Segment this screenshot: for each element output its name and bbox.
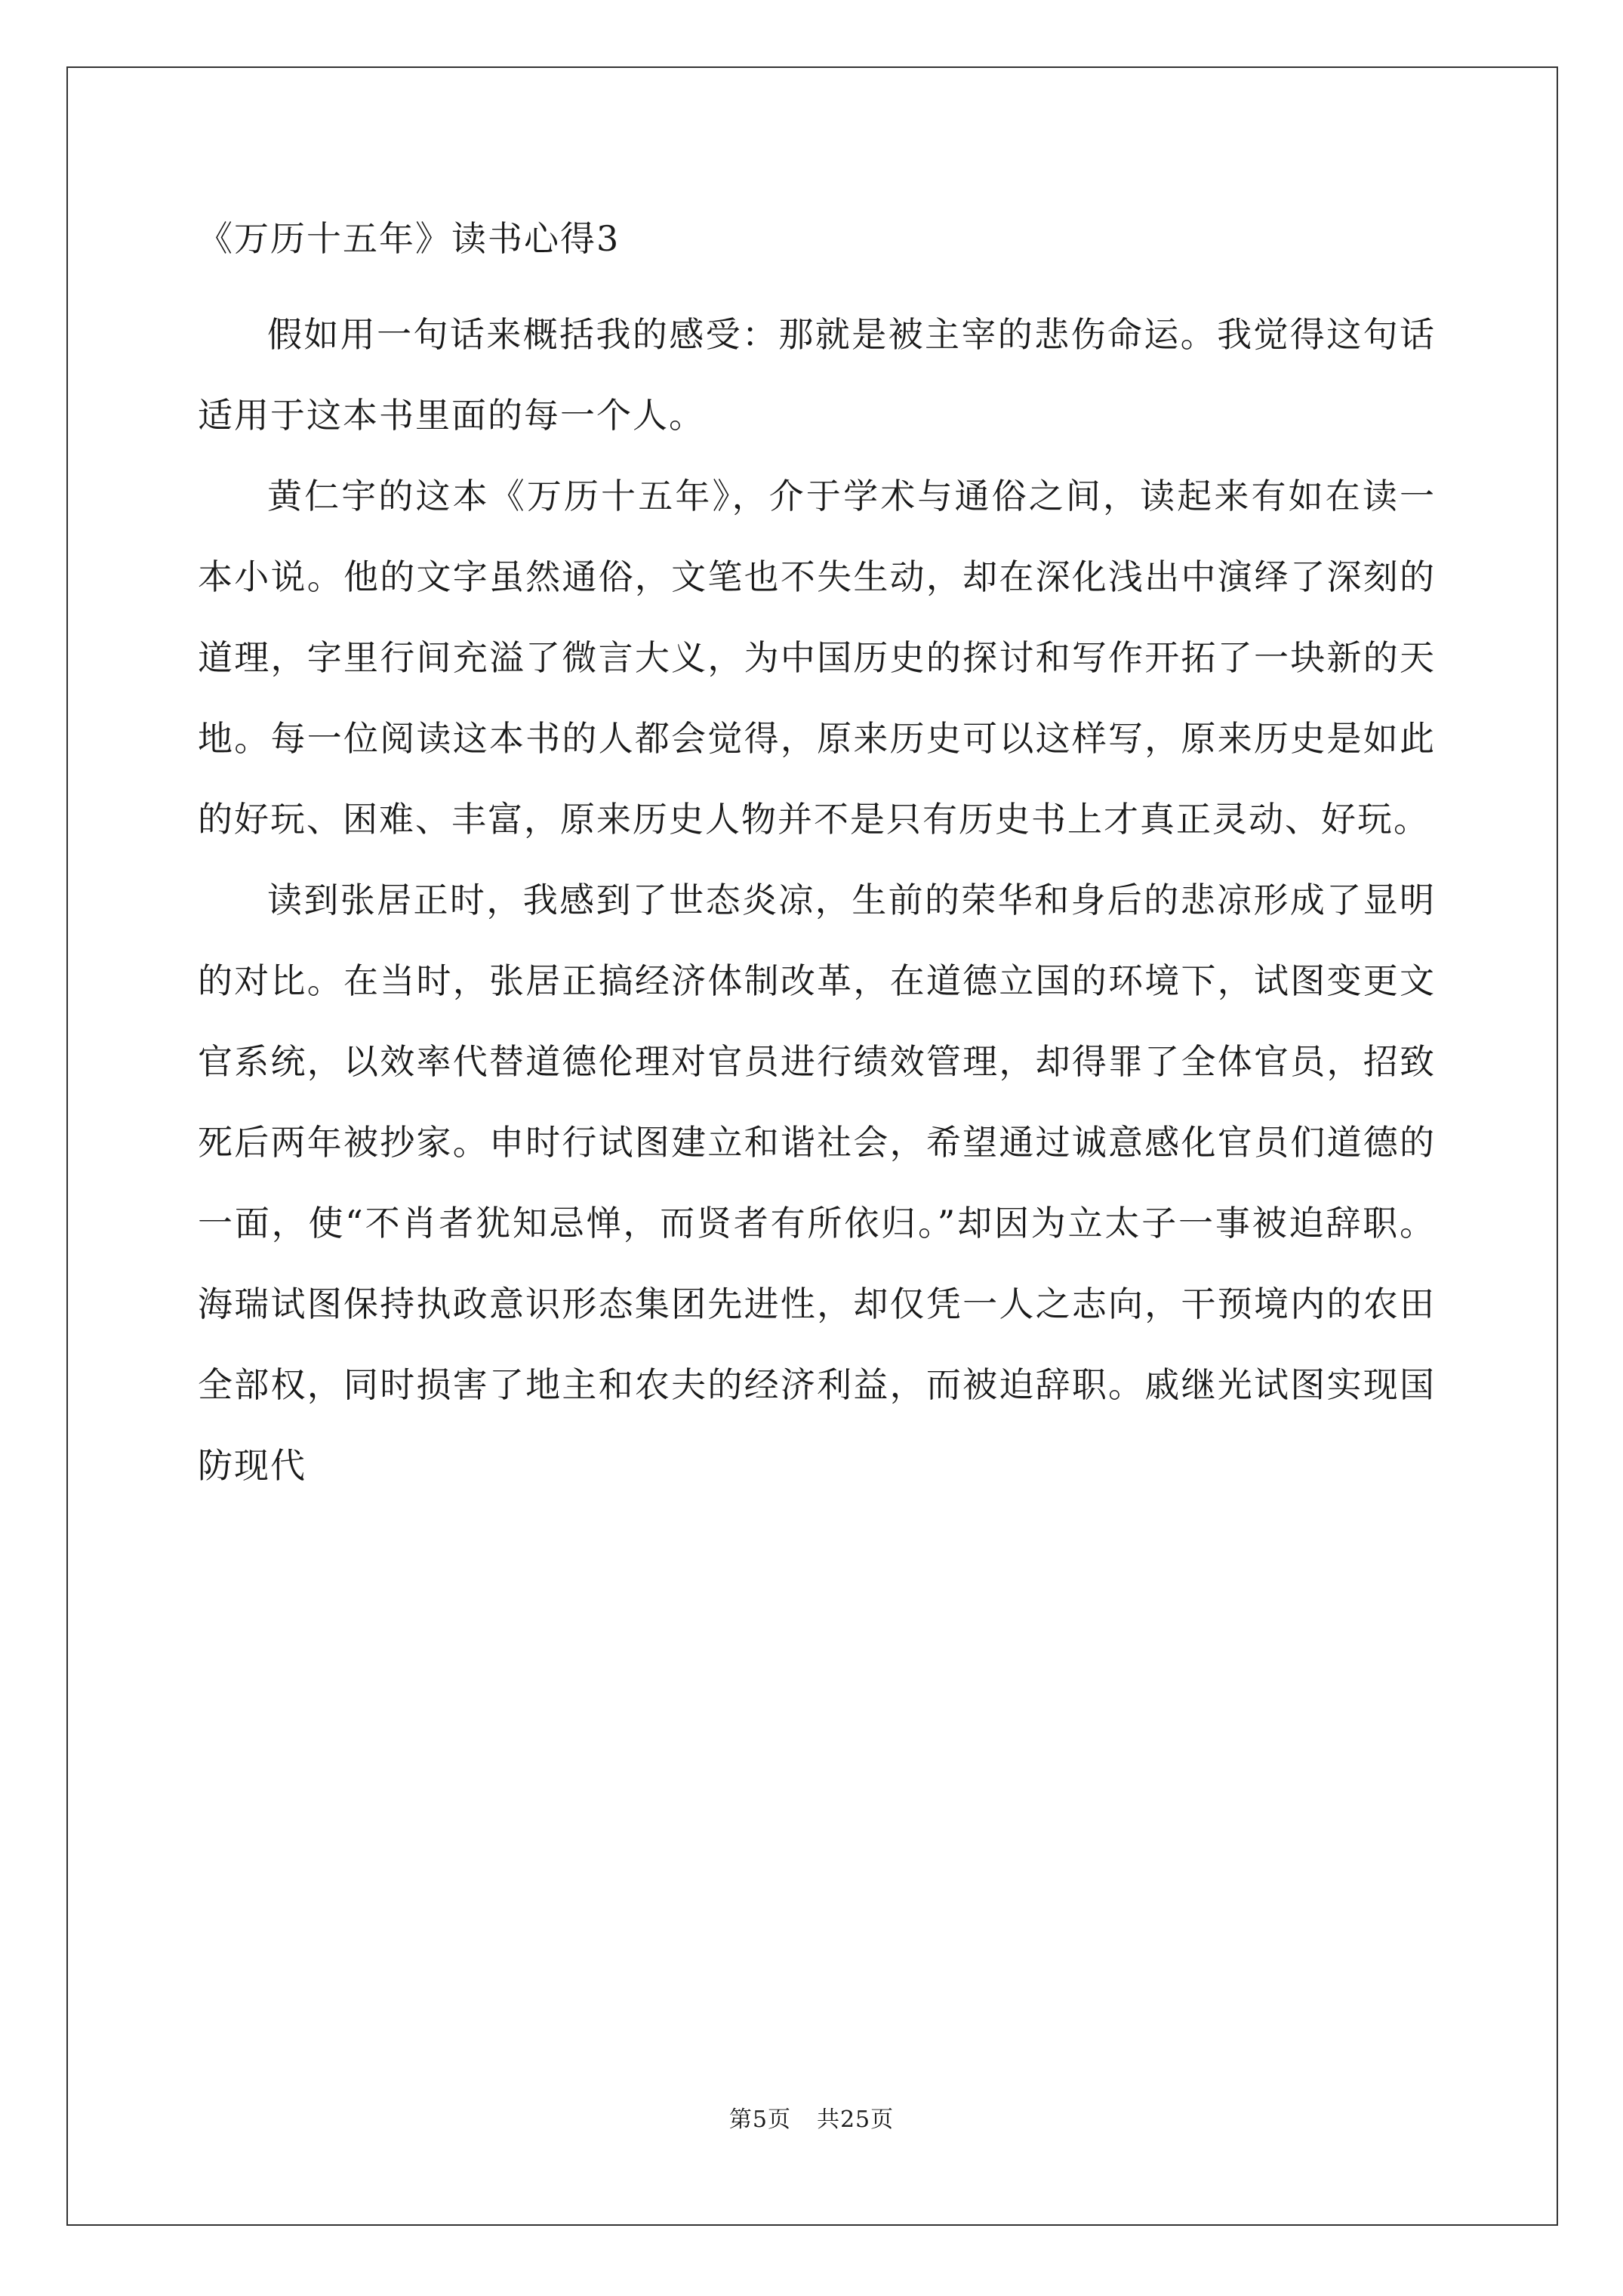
- document-body: [198, 219, 1436, 1506]
- page-footer: [0, 2106, 1623, 2134]
- page-total: 共25页: [816, 2106, 895, 2133]
- paragraph-3: 读到张居正时，我感到了世态炎凉，生前的荣华和身后的悲凉形成了显明的对比。在当时，张居正搞经济体制改革，在道德立国的环境下，试图变更文官系统，以效率代替道德伦理对官员进行绩效管理，却得罪了全体官员，招致死后两年被抄家。申时行试图建立和谐社会，希望通过诚意感化官员们道德的一面，使“不肖者犹知忌惮，而贤者有所依归。”却因为立太子一事被迫辞职。海瑞试图保持执政意识形态集团先进性，却仅凭一人之志向，干预境内的农田全部权，同时损害了地主和农夫的经济利益，而被迫辞职。戚继光试图实现国防现代: [198, 880, 1436, 1486]
- document-title: 《万历十五年》读书心得3: [198, 218, 621, 259]
- page-number: 第5页: [728, 2106, 791, 2133]
- paragraph-2: 黄仁宇的这本《万历十五年》，介于学术与通俗之间，读起来有如在读一本小说。他的文字虽然通俗，文笔也不失生动，却在深化浅出中演绎了深刻的道理，字里行间充溢了微言大义，为中国历史的探讨和写作开拓了一块新的天地。每一位阅读这本书的人都会觉得，原来历史可以这样写，原来历史是如此的好玩、困难、丰富，原来历史人物并不是只有历史书上才真正灵动、好玩。: [198, 476, 1436, 840]
- paragraph-1: 假如用一句话来概括我的感受：那就是被主宰的悲伤命运。我觉得这句话适用于这本书里面的每一个人。: [198, 314, 1436, 436]
